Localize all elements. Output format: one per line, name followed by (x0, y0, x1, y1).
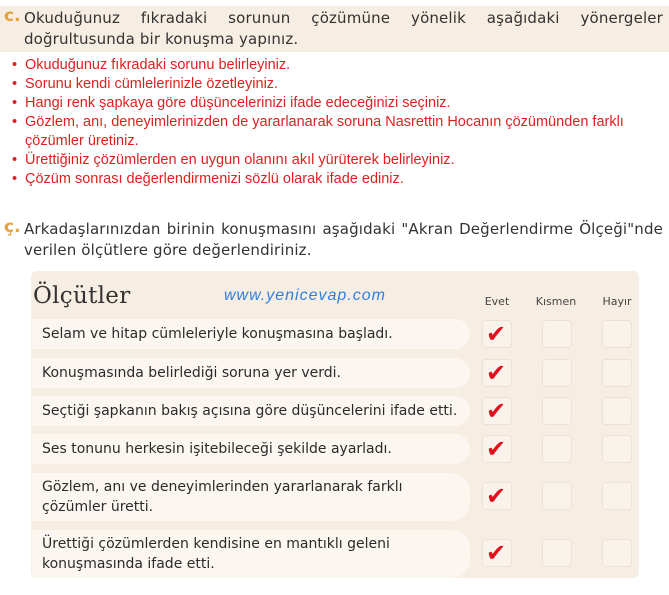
column-header-hayir: Hayır (602, 295, 632, 308)
check-icon: ✔ (486, 320, 507, 348)
criteria-row (32, 396, 640, 426)
section-c-header (0, 6, 669, 52)
check-icon: ✔ (486, 359, 507, 387)
answer-list (12, 56, 662, 189)
kismen-checkbox[interactable] (542, 539, 572, 567)
evet-checkbox[interactable] (482, 539, 512, 567)
kismen-checkbox[interactable] (542, 359, 572, 387)
hayir-checkbox[interactable] (602, 397, 632, 425)
evet-checkbox[interactable] (482, 359, 512, 387)
evet-checkbox[interactable] (482, 397, 512, 425)
criteria-title: Ölçütler (33, 283, 131, 309)
criteria-text: Konuşmasında belirlediği soruna yer verdi. (32, 358, 470, 388)
evet-checkbox[interactable] (482, 320, 512, 348)
criteria-text: Gözlem, anı ve deneyimlerinden yararlanarak farklı çözümler üretti. (32, 473, 470, 521)
column-header-evet: Evet (484, 295, 510, 308)
criteria-text: Seçtiği şapkanın bakış açısına göre düşüncelerini ifade etti. (32, 396, 470, 426)
kismen-checkbox[interactable] (542, 320, 572, 348)
criteria-text: Ürettiği çözümlerden kendisine en mantıklı geleni konuşmasında ifade etti. (32, 530, 470, 578)
criteria-row (32, 358, 640, 388)
section-cc-instruction: Arkadaşlarınızdan birinin konuşmasını aşağıdaki "Akran Değerlendirme Ölçeği"nde verilen ölçütlere göre değerlendiriniz. (24, 220, 663, 259)
answer-item: • Ürettiğiniz çözümlerden en uygun olanını akıl yürüterek belirleyiniz. (12, 151, 662, 170)
watermark-link[interactable]: www.yenicevap.com (224, 287, 386, 304)
answer-item: • Okuduğunuz fıkradaki sorunu belirleyiniz. (12, 56, 662, 75)
hayir-checkbox[interactable] (602, 359, 632, 387)
section-cc-letter: ç. (4, 217, 21, 237)
hayir-checkbox[interactable] (602, 482, 632, 510)
check-icon: ✔ (486, 482, 507, 510)
kismen-checkbox[interactable] (542, 482, 572, 510)
kismen-checkbox[interactable] (542, 397, 572, 425)
evet-checkbox[interactable] (482, 435, 512, 463)
answer-item: • Çözüm sonrası değerlendirmenizi sözlü olarak ifade ediniz. (12, 170, 662, 189)
hayir-checkbox[interactable] (602, 320, 632, 348)
evet-checkbox[interactable] (482, 482, 512, 510)
section-cc-header (0, 217, 669, 263)
answer-item: • Sorunu kendi cümlelerinizle özetleyiniz. (12, 75, 662, 94)
answer-item: • Gözlem, anı, deneyimlerinizden de yararlanarak soruna Nasrettin Hocanın çözümünden farklı çözümler üretiniz. (12, 113, 662, 151)
criteria-text: Selam ve hitap cümleleriyle konuşmasına başladı. (32, 319, 470, 349)
kismen-checkbox[interactable] (542, 435, 572, 463)
check-icon: ✔ (486, 397, 507, 425)
criteria-row (32, 530, 640, 578)
hayir-checkbox[interactable] (602, 435, 632, 463)
criteria-row (32, 473, 640, 521)
check-icon: ✔ (486, 539, 507, 567)
answer-item: • Hangi renk şapkaya göre düşüncelerinizi ifade edeceğinizi seçiniz. (12, 94, 662, 113)
check-icon: ✔ (486, 435, 507, 463)
section-c-instruction: Okuduğunuz fıkradaki sorunun çözümüne yönelik aşağıdaki yönergeler doğrultusunda bir konuşma yapınız. (24, 9, 663, 48)
criteria-row (32, 319, 640, 349)
criteria-row (32, 434, 640, 464)
column-header-kismen: Kısmen (535, 295, 577, 308)
hayir-checkbox[interactable] (602, 539, 632, 567)
section-c-letter: c. (4, 6, 21, 26)
criteria-text: Ses tonunu herkesin işitebileceği şekilde ayarladı. (32, 434, 470, 464)
